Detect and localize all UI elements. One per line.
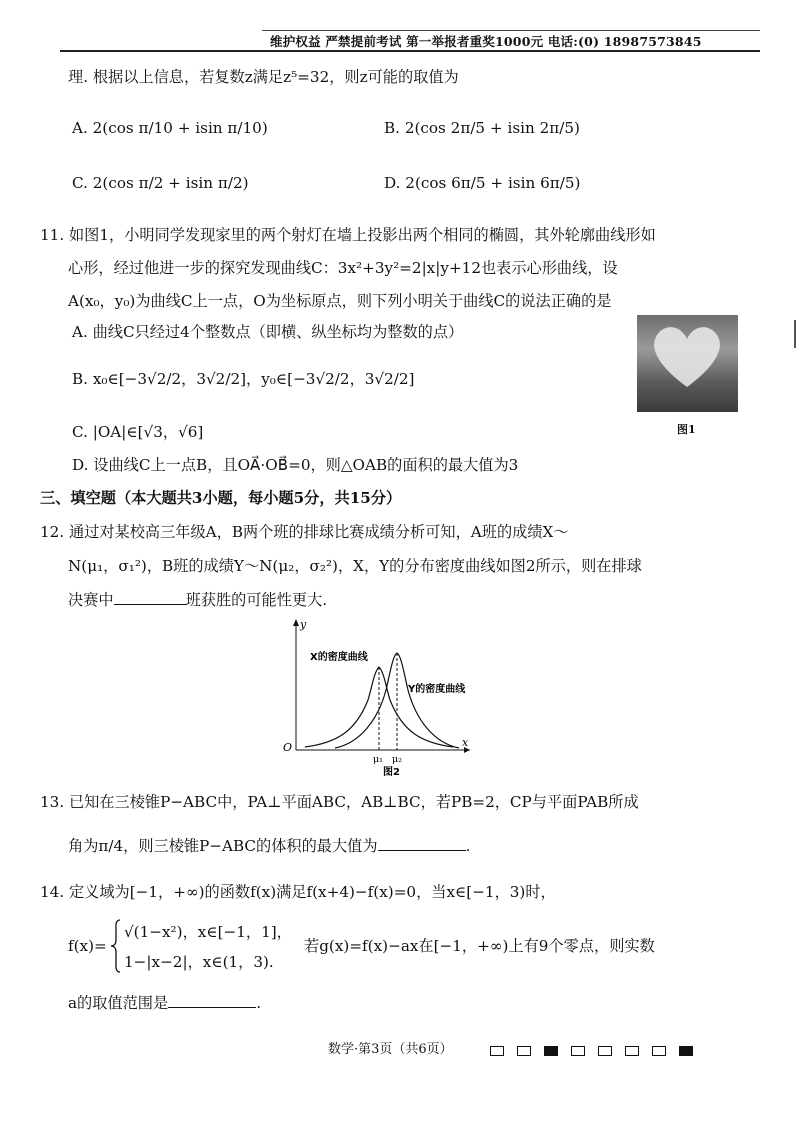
- section3-title: 三、填空题（本大题共3小题，每小题5分，共15分）: [40, 489, 402, 507]
- q11-option-c: C. |OA|∈[√3，√6]: [72, 423, 204, 441]
- q14-answer-blank[interactable]: [168, 993, 256, 1008]
- q10-option-a: A. 2(cos π/10 + isin π/10): [72, 119, 268, 137]
- q14-line3-text: a的取值范围是: [68, 994, 169, 1012]
- q14-line3-end: .: [256, 994, 262, 1012]
- page-marker-empty: [571, 1046, 585, 1056]
- figure1-photo: [637, 315, 738, 412]
- figure2-density-plot: [280, 615, 480, 777]
- origin-label: O: [283, 741, 293, 754]
- x-curve-label: X的密度曲线: [310, 652, 368, 663]
- footer-page-markers: [477, 1040, 693, 1059]
- q14-line1: 14. 定义域为[−1，+∞)的函数f(x)满足f(x+4)−f(x)=0，当x∈[−1，3)时，: [40, 883, 556, 901]
- q12-answer-blank[interactable]: [114, 590, 186, 605]
- y-axis-label: y: [300, 618, 307, 631]
- mu1-label: μ₁: [373, 754, 383, 765]
- q11-line2: 心形，经过他进一步的探究发现曲线C：3x²+3y²=2|x|y+12也表示心形曲线，设: [68, 259, 618, 277]
- header-top-rule: [262, 30, 760, 31]
- page-marker-filled: [544, 1046, 558, 1056]
- q11-line1: 11. 如图1，小明同学发现家里的两个射灯在墙上投影出两个相同的椭圆，其外轮廓曲线形如: [40, 226, 656, 244]
- page-marker-empty: [625, 1046, 639, 1056]
- q11-option-b: B. x₀∈[−3√2/2，3√2/2]，y₀∈[−3√2/2，3√2/2]: [72, 370, 415, 388]
- q12-line3: [68, 590, 327, 610]
- y-axis-arrow: [293, 619, 299, 626]
- page-marker-empty: [598, 1046, 612, 1056]
- q10-option-b: B. 2(cos 2π/5 + isin 2π/5): [384, 119, 580, 137]
- q14-continuation: 若g(x)=f(x)−ax在[−1，+∞)上有9个零点，则实数: [304, 937, 655, 955]
- heart-shaped-light-image: [647, 321, 727, 391]
- q11-option-d: D. 设曲线C上一点B，且OA⃗·OB⃗=0，则△OAB的面积的最大值为3: [72, 456, 519, 474]
- mu2-label: μ₂: [392, 754, 402, 765]
- page-marker-empty: [652, 1046, 666, 1056]
- figure2-caption: 图2: [383, 767, 400, 777]
- q13-line2-end: .: [465, 837, 471, 855]
- q13-answer-blank[interactable]: [378, 836, 466, 851]
- page-marker-empty: [517, 1046, 531, 1056]
- y-curve-label: Y的密度曲线: [408, 684, 466, 695]
- q10-line1: 理. 根据以上信息，若复数z满足z⁵=32，则z可能的取值为: [68, 68, 459, 86]
- page-footer: 数学·第3页（共6页）: [328, 1042, 453, 1057]
- q12-line1: 12. 通过对某校高三年级A，B两个班的排球比赛成绩分析可知，A班的成绩X～: [40, 523, 569, 541]
- piecewise-brace: [110, 918, 122, 974]
- q10-option-c: C. 2(cos π/2 + isin π/2): [72, 174, 249, 192]
- q12-line3-start: 决赛中: [68, 591, 114, 609]
- q12-line2: N(μ₁，σ₁²)，B班的成绩Y～N(μ₂，σ₂²)，X，Y的分布密度曲线如图2所示，则在排球: [68, 557, 642, 575]
- figure1-caption: 图1: [677, 423, 696, 436]
- q14-line3: [68, 993, 261, 1013]
- page-marker-empty: [490, 1046, 504, 1056]
- q11-option-a: A. 曲线C只经过4个整数点（即横、纵坐标均为整数的点）: [72, 323, 464, 341]
- margin-mark: [794, 320, 796, 348]
- page-marker-filled: [679, 1046, 693, 1056]
- q13-line1: 13. 已知在三棱锥P−ABC中，PA⊥平面ABC，AB⊥BC，若PB=2，CP与平面PAB所成: [40, 793, 639, 811]
- q10-option-d: D. 2(cos 6π/5 + isin 6π/5): [384, 174, 581, 192]
- q14-case1: √(1−x²)，x∈[−1，1]，: [124, 923, 292, 941]
- q13-line2-text: 角为π/4，则三棱锥P−ABC的体积的最大值为: [68, 837, 378, 855]
- header-rule: [60, 50, 760, 52]
- q12-line3-end: 班获胜的可能性更大.: [185, 591, 328, 609]
- header-banner: 维护权益 严禁提前考试 第一举报者重奖1000元 电话:(0) 18987573845: [270, 34, 702, 49]
- q11-line3: A(x₀，y₀)为曲线C上一点，O为坐标原点，则下列小明关于曲线C的说法正确的是: [68, 292, 612, 310]
- q14-f-label: f(x)=: [68, 937, 107, 955]
- q13-line2: [68, 836, 470, 856]
- x-axis-label: x: [462, 736, 469, 749]
- q14-case2: 1−|x−2|，x∈(1，3).: [124, 953, 274, 971]
